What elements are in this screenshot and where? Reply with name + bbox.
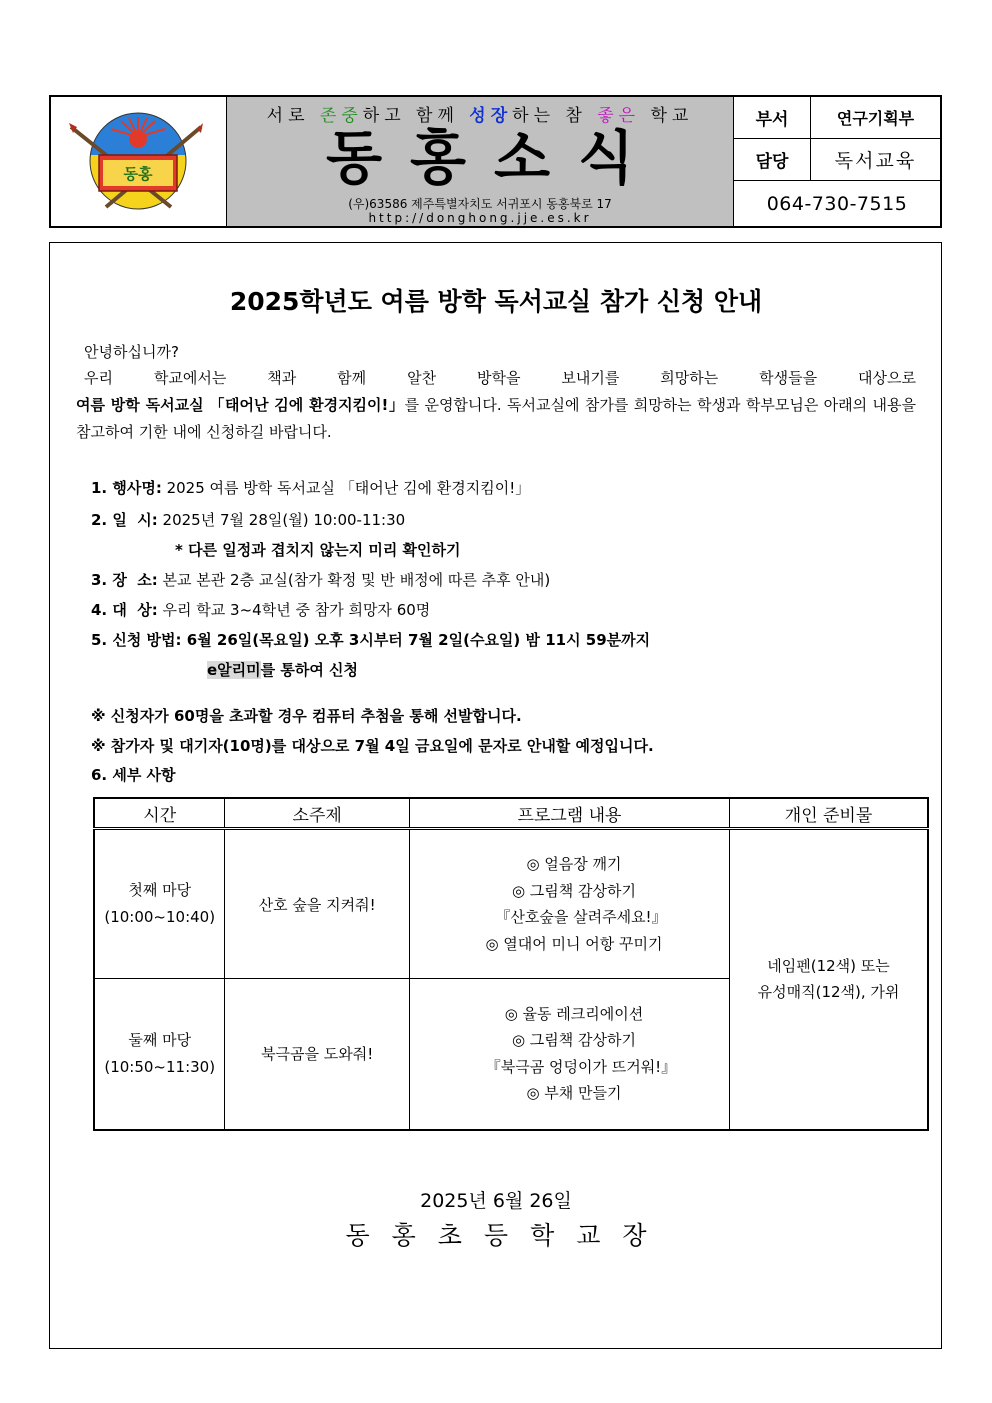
dept-value: 연구기획부 [836, 109, 915, 128]
session-time: 둘째 마당 (10:50~11:30) [94, 979, 225, 1130]
header-program: 프로그램 내용 [409, 798, 729, 829]
school-logo [51, 97, 227, 226]
header-time: 시간 [94, 798, 225, 829]
session-time: 첫째 마당 (10:00~10:40) [94, 829, 225, 979]
item-details-heading: 6. 세부 사항 [91, 766, 176, 784]
table-header-row [94, 798, 928, 829]
note-notification: ※ 참가자 및 대기자(10명)를 대상으로 7월 4일 금요일에 문자로 안내할 예정입니다. [91, 737, 654, 755]
item-datetime-note: * 다른 일정과 겹치지 않는지 미리 확인하기 [175, 541, 461, 559]
masthead [227, 97, 734, 226]
school-motto: 서로 존중하고 함께 성장하는 참 좋은 학교 [266, 106, 694, 126]
greeting: 안녕하십니까? [84, 343, 179, 361]
charge-value: 독서교육 [834, 150, 917, 172]
charge-label: 담당 [734, 139, 811, 180]
phone-number: 064-730-7515 [766, 192, 908, 215]
header-topic: 소주제 [225, 798, 409, 829]
school-address: (우)63586 제주특별자치도 서귀포시 동홍북로 17 [348, 197, 612, 211]
document-title: 2025학년도 여름 방학 독서교실 참가 신청 안내 [229, 287, 763, 316]
school-emblem-icon [51, 97, 226, 226]
school-url[interactable]: http://donghong.jje.es.kr [368, 211, 592, 225]
item-event-name: 1. 행사명: 2025 여름 방학 독서교실 「태어난 김에 환경지킴이!」 [91, 479, 531, 497]
newsletter-header [49, 95, 942, 228]
schedule-table [93, 797, 929, 1131]
issue-date: 2025년 6월 26일 [420, 1190, 572, 1212]
item-datetime: 2. 일 시: 2025년 7월 28일(월) 10:00-11:30 [91, 511, 406, 529]
session-topic: 북극곰을 도와줘! [225, 979, 409, 1130]
principal-signature: 동홍초등학교장 [345, 1221, 669, 1250]
header-supplies: 개인 준비물 [730, 798, 928, 829]
item-apply-method: 5. 신청 방법: 6월 26일(목요일) 오후 3시부터 7월 2일(수요일) 밤 11시 59분까지 [91, 631, 651, 649]
dept-label: 부서 [734, 97, 811, 138]
intro-paragraph: 우리 학교에서는 책과 함께 알찬 방학을 보내기를 희망하는 학생들을 대상으로 여름 방학 독서교실 「태어난 김에 환경지킴이!」를 운영합니다. 독서교실에 참가를 희망하는 학생과 학부모님은 아래의 내용을 참고하여 기한 내에 신청하길 바랍니다. [76, 369, 916, 441]
item-target: 4. 대 상: 우리 학교 3~4학년 중 참가 희망자 60명 [91, 601, 431, 619]
personal-supplies: 네임펜(12색) 또는 유성매직(12색), 가위 [730, 829, 928, 1130]
item-apply-channel: e알리미를 통하여 신청 [207, 661, 359, 679]
item-place: 3. 장 소: 본교 본관 2층 교실(참가 확정 및 반 배정에 따른 추후 안내) [91, 571, 551, 589]
contact-info [734, 97, 940, 226]
ealimi-highlight: e알리미 [207, 661, 261, 679]
newsletter-name: 동홍소식 [325, 124, 663, 192]
table-row [94, 829, 928, 979]
session-program: ◎ 얼음장 깨기 ◎ 그림책 감상하기 『산호숲을 살려주세요!』 ◎ 열대어 미니 어항 꾸미기 [409, 829, 729, 979]
note-lottery: ※ 신청자가 60명을 초과할 경우 컴퓨터 추첨을 통해 선발합니다. [91, 707, 522, 725]
svg-text:동홍: 동홍 [123, 165, 153, 183]
session-topic: 산호 숲을 지켜줘! [225, 829, 409, 979]
session-program: ◎ 율동 레크리에이션 ◎ 그림책 감상하기 『북극곰 엉덩이가 뜨거워!』 ◎ 부채 만들기 [409, 979, 729, 1130]
